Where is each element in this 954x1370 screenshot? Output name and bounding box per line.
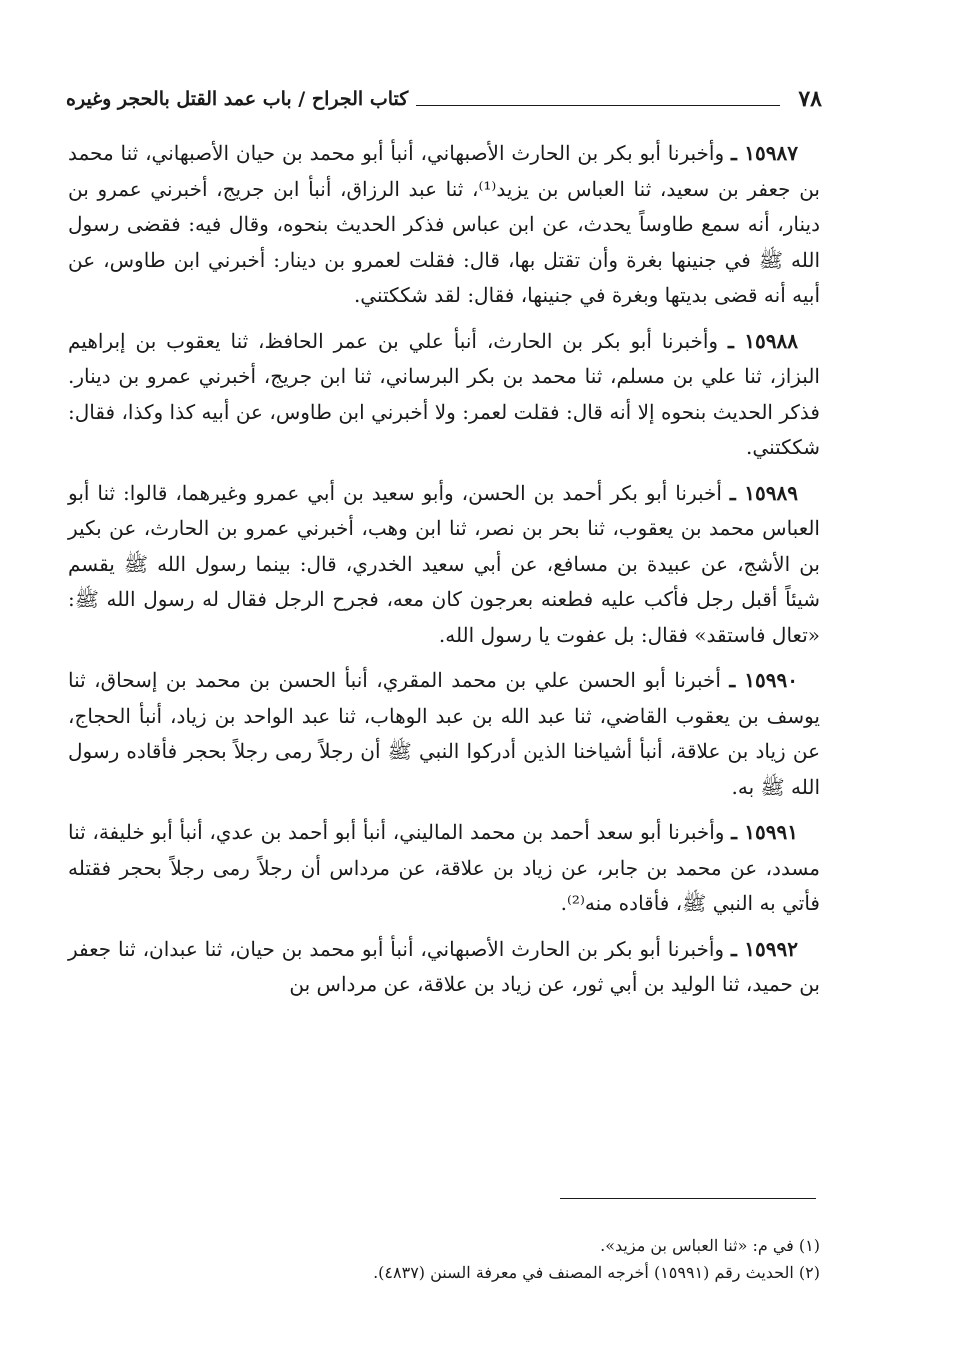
footnote-separator [560, 1198, 816, 1199]
hadith-paragraph [68, 815, 820, 922]
hadith-text: أخبرنا أبو الحسن علي بن محمد المقري، أنبأ الحسن بن محمد بن إسحاق، ثنا يوسف بن يعقوب القاضي، ثنا عبد الله بن عبد الوهاب، ثنا عبد الواحد بن زياد، أنبأ الحجاج، عن زياد بن علاقة، أنبأ أشياخنا الذين أدركوا النبي ﷺ أن رجلاً رمى رجلاً بحجر فأقاده رسول الله ﷺ به. [68, 668, 820, 799]
running-title: كتاب الجراح / باب عمد القتل بالحجر وغيره [66, 88, 409, 110]
hadith-paragraph [68, 476, 820, 654]
hadith-text: وأخبرنا أبو بكر بن الحارث الأصبهاني، أنبأ أبو محمد بن حيان، ثنا عبدان، ثنا جعفر بن حميد، ثنا الوليد بن أبي ثور، عن زياد بن علاقة، عن مرداس بن [68, 936, 820, 996]
hadith-paragraph [68, 136, 820, 314]
hadith-paragraph [68, 324, 820, 466]
hadith-text: وأخبرنا أبو سعد أحمد بن محمد الماليني، أنبأ أبو أحمد بن عدي، أنبأ أبو خليفة، ثنا مسدد، عن محمد بن جابر، عن زياد بن علاقة، عن مرداس أن رجلاً رمى رجلاً بحجر فقتله فأتي به النبي ﷺ، فأقاده منه⁽²⁾. [68, 820, 820, 915]
header-rule [416, 105, 780, 106]
hadith-number: ١٥٩٨٧ ـ [730, 141, 798, 165]
footnote: (٢) الحديث رقم (١٥٩٩١) أخرجه المصنف في معرفة السنن (٤٨٣٧). [373, 1263, 820, 1282]
page-body [68, 136, 820, 1013]
hadith-text: وأخبرنا أبو بكر بن الحارث الأصبهاني، أنبأ أبو محمد بن حيان الأصبهاني، ثنا محمد بن جعفر بن سعيد، ثنا العباس بن يزيد⁽¹⁾، ثنا عبد الرزاق، أنبأ ابن جريج، أخبرني عمرو بن دينار، أنه سمع طاوساً يحدث، عن ابن عباس فذكر الحديث بنحوه، وقال فيه: فقضى رسول الله ﷺ في جنينها بغرة وأن تقتل بها، قال: فقلت لعمرو بن دينار: أخبرني ابن طاوس، عن أبيه أنه قضى بديتها وبغرة في جنينها، فقال: لقد شككتني. [68, 141, 820, 307]
page-number: ٧٨ [798, 86, 822, 112]
hadith-number: ١٥٩٨٨ ـ [727, 328, 799, 353]
footnotes [68, 1232, 820, 1286]
hadith-paragraph [68, 663, 820, 805]
hadith-number: ١٥٩٩٢ ـ [730, 936, 798, 961]
footnote: (١) في م: «ثنا العباس بن مزيد». [600, 1236, 820, 1255]
hadith-number: ١٥٩٩٠ ـ [729, 668, 798, 692]
page-header [66, 84, 822, 114]
hadith-number: ١٥٩٩١ ـ [731, 820, 798, 844]
hadith-paragraph [68, 932, 820, 1003]
hadith-number: ١٥٩٨٩ ـ [729, 480, 798, 505]
hadith-text: أخبرنا أبو بكر أحمد بن الحسن، وأبو سعيد بن أبي عمرو وغيرهما، قالوا: ثنا أبو العباس محمد بن يعقوب، ثنا بحر بن نصر، ثنا ابن وهب، أخبرني عمرو بن الحارث، عن بكير بن الأشج، عن عبيدة بن مسافع، عن أبي سعيد الخدري، قال: بينما رسول الله ﷺ يقسم شيئاً أقبل رجل فأكب عليه فطعنه بعرجون كان معه، فجرح الرجل فقال له رسول الله ﷺ: «تعال فاستقد» فقال: بل عفوت يا رسول الله. [68, 480, 820, 647]
hadith-text: وأخبرنا أبو بكر بن الحارث، أنبأ علي بن عمر الحافظ، ثنا يعقوب بن إبراهيم البزاز، ثنا علي بن مسلم، ثنا محمد بن بكر البرساني، ثنا ابن جريج، أخبرني عمرو بن دينار. فذكر الحديث بنحوه إلا أنه قال: فقلت لعمر: ولا أخبرني ابن طاوس، عن أبيه كذا وكذا، فقال: شككتني. [68, 328, 820, 459]
